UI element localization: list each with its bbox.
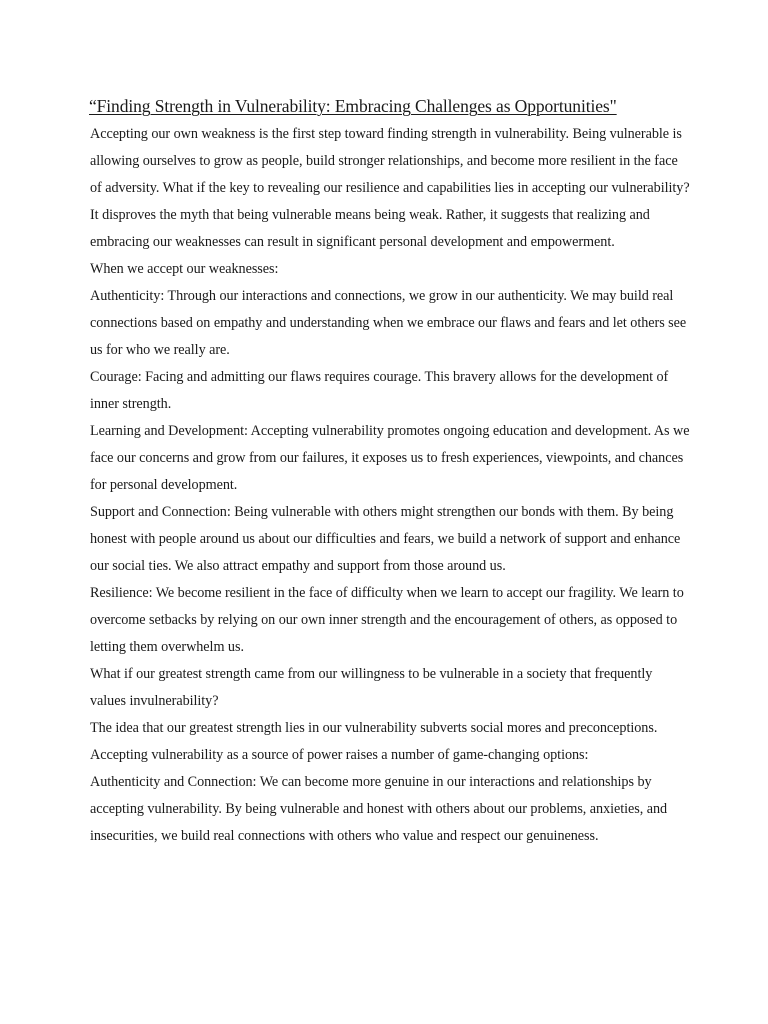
- paragraph-support: Support and Connection: Being vulnerable with others might strengthen our bonds with them. By being honest with people around us about our difficulties and fears, we build a network of support and enhance our social ties. We also attract empathy and support from those around us.: [90, 504, 681, 574]
- paragraph-authenticity: Authenticity: Through our interactions and connections, we grow in our authenticity. We may build real connections based on empathy and understanding when we embrace our flaws and fears and let others see us for who we really are.: [90, 288, 687, 358]
- paragraph-resilience: Resilience: We become resilient in the face of difficulty when we learn to accept our fragility. We learn to overcome setbacks by relying on our own inner strength and the encouragement of others, as opposed to letting them overwhelm us.: [90, 585, 684, 655]
- paragraph-courage: Courage: Facing and admitting our flaws requires courage. This bravery allows for the development of inner strength.: [90, 369, 669, 412]
- paragraph-idea: The idea that our greatest strength lies in our vulnerability subverts social mores and preconceptions. Accepting vulnerability as a source of power raises a number of game-changing options:: [90, 720, 658, 763]
- paragraph-learning: Learning and Development: Accepting vulnerability promotes ongoing education and development. As we face our concerns and grow from our failures, it exposes us to fresh experiences, viewpoints, and chances for personal development.: [90, 423, 690, 493]
- paragraph-when-accept: When we accept our weaknesses:: [90, 261, 279, 277]
- paragraph-intro: Accepting our own weakness is the first step toward finding strength in vulnerability. Being vulnerable is allowing ourselves to grow as people, build stronger relationships, and become more resilient in the face of adversity. What if the key to revealing our resilience and capabilities lies in accepting our vulnerability?: [90, 126, 690, 196]
- document-title: “Finding Strength in Vulnerability: Embracing Challenges as Opportunities": [89, 96, 617, 116]
- document-page: [90, 95, 690, 850]
- paragraph-myth: It disproves the myth that being vulnerable means being weak. Rather, it suggests that realizing and embracing our weaknesses can result in significant personal development and empowerment.: [90, 207, 650, 250]
- document-body: [90, 121, 690, 850]
- paragraph-authenticity-connection: Authenticity and Connection: We can become more genuine in our interactions and relationships by accepting vulnerability. By being vulnerable and honest with others about our problems, anxieties, and insecurities, we build real connections with others who value and respect our genuineness.: [90, 774, 668, 844]
- paragraph-question: What if our greatest strength came from our willingness to be vulnerable in a society that frequently values invulnerability?: [90, 666, 653, 709]
